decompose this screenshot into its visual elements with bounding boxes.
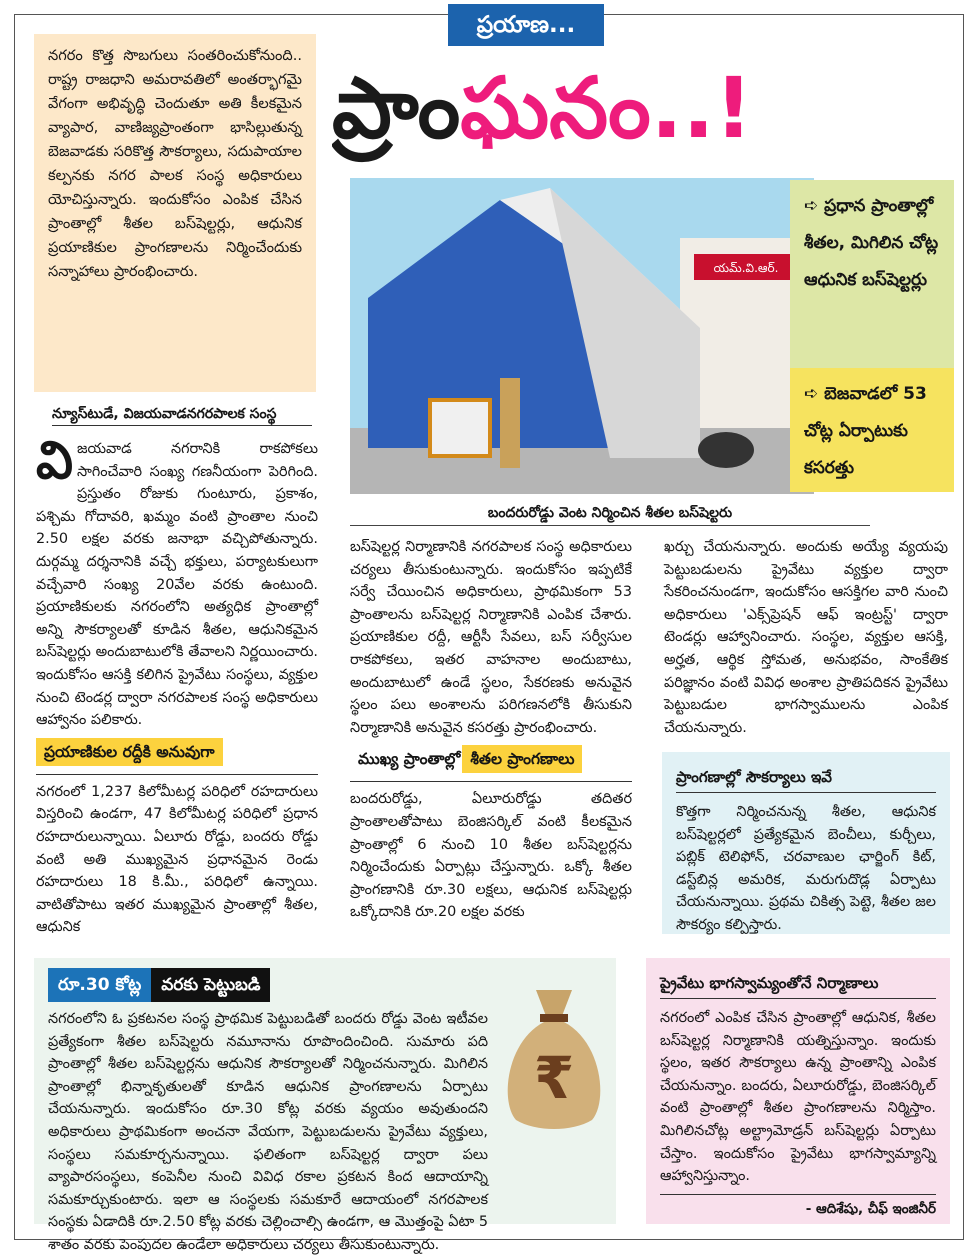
facilities-title: ప్రాంగణాల్లో సౌకర్యాలు ఇవే xyxy=(676,762,936,793)
facilities-text: కొత్తగా నిర్మించనున్న శీతల, ఆధునిక బస్‌షెల్టర్లలో ప్రత్యేకమైన బెంచీలు, కుర్చీలు, పబ్లిక్ టెలిఫోన్, చరవాణుల ఛార్జింగ్ కిట్, డస్ట్‌బిన్ల అమరిక, మరుగుదొడ్ల ఏర్పాటు చేయనున్నాయి. ప్రథమ చికిత్స పెట్టె, శీతల జల సౌకర్యం కల్పిస్తారు. xyxy=(676,804,936,933)
column-2-paragraph-1: బస్‌షెల్టర్ల నిర్మాణానికి నగరపాలక సంస్థ అధికారులు చర్యలు తీసుకుంటున్నారు. ఇందుకోసం ఇప్పటికే సర్వే చేయించిన అధికారులు, ప్రాథమికంగా 53 ప్రాంతాలను బస్‌షెల్టర్ల నిర్మాణానికి ఎంపిక చేశారు. ప్రయాణికుల రద్దీ, ఆర్టీసీ సేవలు, బస్ సర్వీసుల రాకపోకలు, ఇతర వాహనాల అందుబాటు, అందుబాటులో ఉండే స్థలం, సేకరణకు అనువైన స్థలం పలు అంశాలను పరిగణనలోకి తీసుకుని నిర్మాణానికి అనువైన కసరత్తు ప్రారంభించారు. xyxy=(350,539,632,736)
photo-caption: బందరురోడ్డు వెంట నిర్మించిన శీతల బస్‌షెల్టరు xyxy=(350,500,870,526)
rupee-symbol: ₹ xyxy=(533,1044,575,1112)
subheading-2b: శీతల ప్రాంగణాలు xyxy=(462,745,582,773)
subheading-1: ప్రయాణికుల రద్దీకి అనువుగా xyxy=(36,738,223,766)
headline-part2: ఘనం..! xyxy=(460,59,753,157)
bag-tie xyxy=(540,1014,568,1022)
column-3-paragraph-1: ఖర్చు చేయనున్నారు. అందుకు అయ్యే వ్యయపు పెట్టుబడులను ప్రైవేటు వ్యక్తుల ద్వారా సేకరించనుండగా, ఇందుకోసం ఆసక్తిగల వారి నుంచి అధికారులు 'ఎక్స్‌ప్రెషన్ ఆఫ్ ఇంట్రస్ట్' ద్వారా టెండర్లు ఆహ్వానించారు. సంస్థల, వ్యక్తుల ఆసక్తి, అర్హత, ఆర్థిక స్తోమత, అనుభవం, సాంకేతిక పరిజ్ఞానం వంటి వివిధ అంశాల ప్రాతిపదికన ప్రైవేటు పెట్టుబడుల భాగస్వాములను ఎంపిక చేయనున్నారు. xyxy=(664,539,948,736)
subheading-1-wrap xyxy=(36,738,318,775)
column-3 xyxy=(664,536,948,739)
facilities-box xyxy=(662,752,950,934)
headline-part1: ప్రాం xyxy=(332,59,461,157)
column-1-text-1: జయవాడ నగరానికి రాకపోకలు సాగించేవారి సంఖ్య గణనీయంగా పెరిగింది. ప్రస్తుతం రోజుకు గుంటూరు, ప్రకాశం, పశ్చిమ గోదావరి, ఖమ్మం వంటి ప్రాంతాల నుంచి 2.50 లక్షల వరకు జనాభా వచ్చిపోతున్నారు. దుర్గమ్మ దర్శనానికి వచ్చే భక్తులు, పర్యాటకులుగా వచ్చేవారి సంఖ్య 20వేల వరకు ఉంటుంది. ప్రయాణికులకు నగరంలోని అత్యధిక ప్రాంతాల్లో అన్ని సౌకర్యాలతో కూడిన శీతల, ఆధునికమైన బస్‌షెల్టర్లు అందుబాటులోకి తేవాలని నిర్ణయించారు. ఇందుకోసం ఆసక్తి కలిగిన ప్రైవేటు సంస్థలు, వ్యక్తుల నుంచి టెండర్ల ద్వారా నగరపాలక సంస్థ అధికారులు ఆహ్వానం పలికారు. xyxy=(36,441,318,729)
private-partnership-box xyxy=(646,958,950,1224)
investment-title-rest: వరకు పెట్టుబడి xyxy=(151,968,270,1002)
private-text: నగరంలో ఎంపిక చేసిన ప్రాంతాల్లో ఆధునిక, శీతల బస్‌షెల్టర్ల నిర్మాణానికి యత్నిస్తున్నాం. ఇందుకు స్థలం, ఇతర సౌకర్యాలు ఉన్న ప్రాంతాన్ని ఎంపిక చేయనున్నాం. బందరు, ఏలూరురోడ్డు, బెంజిసర్కిల్ వంటి ప్రాంతాల్లో శీతల ప్రాంగణాలను నిర్మిస్తాం. మిగిలినచోట్ల అల్ట్రామోడ్రన్ బస్‌షెల్టర్లు ఏర్పాటు చేస్తాం. ఇందుకోసం ప్రైవేటు భాగస్వామ్యాన్ని ఆహ్వానిస్తున్నాం. xyxy=(660,1010,936,1185)
black-bag xyxy=(698,432,754,468)
highlight-1-text: ➪ ప్రధాన ప్రాంతాల్లో శీతల, మిగిలిన చోట్ల ఆధునిక బస్‌షెల్టర్లు xyxy=(804,196,939,290)
highlight-box-1 xyxy=(790,180,954,368)
byline: న్యూస్‌టుడే, విజయవాడనగరపాలక సంస్థ xyxy=(52,402,312,426)
column-2-paragraph-2: బందరురోడ్డు, ఏలూరురోడ్డు తదితర ప్రాంతాలతోపాటు బెంజిసర్కిల్ వంటి కీలకమైన ప్రాంతాల్లో 6 నుంచి 10 శీతల బస్‌షెల్టర్లను నిర్మించేందుకు ఏర్పాట్లు చేస్తున్నారు. ఒక్కో శీతల ప్రాంగణానికి రూ.30 లక్షలు, ఆధునిక బస్‌షెల్టర్లు ఒక్కోదానికి రూ.20 లక్షల వరకు xyxy=(350,791,632,921)
intro-text: నగరం కొత్త సొబగులు సంతరించుకోనుంది.. రాష్ట్ర రాజధాని అమరావతిలో అంతర్భాగమై వేగంగా అభివృద్ధి చెందుతూ అతి కీలకమైన వ్యాపార, వాణిజ్యప్రాంతంగా భాసిల్లుతున్న బెజవాడకు సరికొత్త సౌకర్యాలు, సదుపాయాల కల్పనకు నగర పాలక సంస్థ అధికారులు యోచిస్తున్నారు. ఇందుకోసం ఎంపిక చేసిన ప్రాంతాల్లో శీతల బస్‌షెల్టర్లు, ఆధునిక ప్రయాణికుల ప్రాంగణాలను నిర్మించేందుకు సన్నాహాలు ప్రారంభించారు. xyxy=(48,47,302,280)
section-tag: ప్రయాణ... xyxy=(448,4,604,46)
column-2 xyxy=(350,536,632,924)
private-signature: - ఆదిశేషు, చీఫ్ ఇంజినీర్ xyxy=(660,1194,936,1220)
subheading-2-wrap xyxy=(350,745,632,782)
column-1-paragraph-2: నగరంలో 1,237 కిలోమీటర్ల పరిధిలో రహదారులు విస్తరించి ఉండగా, 47 కిలోమీటర్ల పరిధిలో ప్రధాన రహదారులున్నాయి. ఏలూరు రోడ్డు, బందరు రోడ్డు వంటి అతి ముఖ్యమైన ప్రధానమైన రెండు రహదారులు 18 కి.మీ., పరిధిలో ఉన్నాయి. వాటితోపాటు ఇతర ముఖ్యమైన ప్రాంతాల్లో శీతల, ఆధునిక xyxy=(36,783,318,936)
column-1-paragraph-1 xyxy=(36,431,318,732)
subheading-2a: ముఖ్య ప్రాంతాల్లో xyxy=(358,750,461,769)
investment-title-amount: రూ.30 కోట్ల xyxy=(48,968,151,1002)
investment-text: నగరంలోని ఓ ప్రకటనల సంస్థ ప్రాథమిక పెట్టుబడితో బందరు రోడ్డు వెంట ఇటీవల ప్రత్యేకంగా శీతల బస్‌షెల్టరు నమూనాను రూపొందించింది. సుమారు పది ప్రాంతాల్లో శీతల బస్‌షెల్టర్లను ఆధునిక సౌకర్యాలతో నిర్మించనున్నారు. మిగిలిన ప్రాంతాల్లో భిన్నాకృతులతో కూడిన ఆధునిక ప్రాంగణాలను ఏర్పాటు చేయనున్నారు. ఇందుకోసం రూ.30 కోట్ల వరకు వ్యయం అవుతుందని అధికారులు ప్రాథమికంగా అంచనా వేయగా, పెట్టుబడులను ప్రైవేటు వ్యక్తులు, సంస్థలు సమకూర్చనున్నాయి. ఫలితంగా బస్‌షెల్టర్ల ద్వారా పలు వ్యాపారసంస్థలు, కంపెనీల నుంచి వివిధ రకాల ప్రకటన కింద ఆదాయాన్ని సమకూర్చుకుంటారు. ఇలా ఆ సంస్థలకు సమకూరే ఆదాయంలో నగరపాలక సంస్థకు ఏడాదికి రూ.2.50 కోట్ల వరకు చెల్లించాల్సి ఉండగా, ఆ మొత్తంపై ఏటా 5 శాతం వరకు పెంపుదల ఉండేలా అధికారులు చర్యలు తీసుకుంటున్నారు. xyxy=(48,1011,488,1253)
intro-box xyxy=(34,34,316,392)
highlight-2-text: ➪ బెజవాడలో 53 చోట్ల ఏర్పాటుకు కసరత్తు xyxy=(804,384,927,478)
money-bag-icon xyxy=(496,982,612,1130)
policeman xyxy=(500,378,520,468)
shop-sign-text: యమ్.వి.ఆర్. xyxy=(713,261,779,275)
bag-neck xyxy=(536,990,572,1016)
headline xyxy=(332,50,960,166)
private-title: ప్రైవేటు భాగస్వామ్యంతోనే నిర్మాణాలు xyxy=(660,968,936,999)
barricade xyxy=(430,400,490,456)
highlight-box-2 xyxy=(790,368,954,492)
photo-illustration xyxy=(350,178,814,494)
drop-cap: వి xyxy=(36,431,73,491)
bus-shelter-photo xyxy=(350,178,814,494)
column-1 xyxy=(36,431,318,939)
money-bag-image xyxy=(496,982,612,1130)
